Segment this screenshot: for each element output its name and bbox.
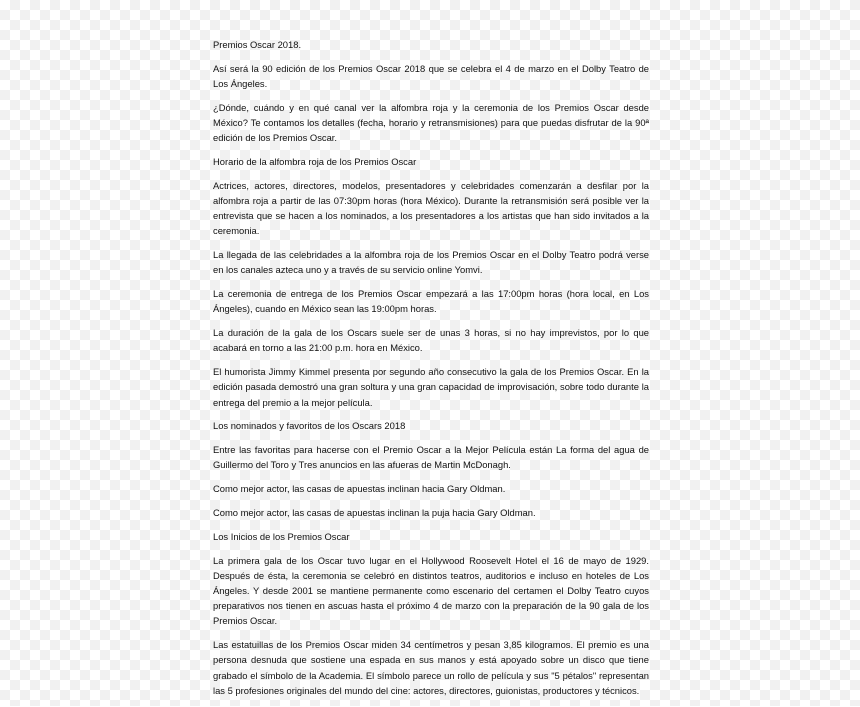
- paragraph: Entre las favoritas para hacerse con el Premio Oscar a la Mejor Película están La forma del agua de Guillermo del Toro y Tres anuncios en las afueras de Martin McDonagh.: [213, 444, 649, 471]
- paragraph: Como mejor actor, las casas de apuestas inclinan la puja hacia Gary Oldman.: [213, 507, 536, 518]
- paragraph: Como mejor actor, las casas de apuestas inclinan hacia Gary Oldman.: [213, 483, 506, 495]
- paragraph: La primera gala de los Oscar tuvo lugar en el Hollywood Roosevelt Hotel el 16 de mayo de 1929. Después de ésta, la ceremonia se celebró en distintos teatros, auditorios e incluso en hoteles de Los Ángeles. Y desde 2001 se mantiene permanente como escenario del certamen el Dolby Teatro cuyos preparativos nos tienen en ascuas hasta el próximo 4 de marzo con la preparación de la 90 gala de los Premios Oscar.: [213, 554, 649, 627]
- document-body: [213, 37, 649, 707]
- paragraph: Actrices, actores, directores, modelos, presentadores y celebridades comenzarán a desfilar por la alfombra roja a partir de las 07:30pm horas (hora México). Durante la retransmisión será posible ver la entrevista que se hacen a los nominados, a los presentadores a los artistas que han sido invitados a la ceremonia.: [213, 179, 649, 237]
- paragraph: La llegada de las celebridades a la alfombra roja de los Premios Oscar en el Dolby Teatro podrá verse en los canales azteca uno y a través de su servicio online Yomvi.: [213, 249, 649, 276]
- paragraph: El humorista Jimmy Kimmel presenta por segundo año consecutivo la gala de los Premios Oscar. En la edición pasada demostró una gran soltura y una gran capacidad de improvisación, sobre todo durante la entrega del premio a la mejor película.: [213, 366, 649, 408]
- section-heading: Horario de la alfombra roja de los Premios Oscar: [213, 156, 417, 167]
- paragraph: Las estatuillas de los Premios Oscar miden 34 centímetros y pesan 3,85 kilogramos. El premio es una persona desnuda que sostiene una espada en sus manos y está apoyado sobre un disco que tiene grabado el símbolo de la Academia. El símbolo parece un rollo de película y sus "5 pétalos" representan las 5 profesiones originales del mundo del cine: actores, directores, guionistas, productores y técnicos.: [213, 639, 649, 696]
- doc-title: Premios Oscar 2018.: [213, 39, 302, 50]
- paragraph: ¿Dónde, cuándo y en qué canal ver la alfombra roja y la ceremonia de los Premios Oscar desde México? Te contamos los detalles (fecha, horario y retransmisiones) para que puedas disfrutar de la 90ª edición de los Premios Oscar.: [213, 101, 649, 144]
- paragraph: La duración de la gala de los Oscars suele ser de unas 3 horas, si no hay imprevistos, por lo que acabará en torno a las 21:00 p.m. hora en México.: [213, 327, 649, 354]
- paragraph: La ceremonia de entrega de los Premios Oscar empezará a las 17:00pm horas (hora local, en Los Ángeles), cuando en México sean las 19:00pm horas.: [213, 288, 649, 315]
- section-heading: Los Inicios de los Premios Oscar: [213, 530, 350, 542]
- paragraph: Así será la 90 edición de los Premios Oscar 2018 que se celebra el 4 de marzo en el Dolby Teatro de Los Ángeles.: [213, 62, 649, 89]
- section-heading: Los nominados y favoritos de los Oscars 2018: [213, 420, 406, 432]
